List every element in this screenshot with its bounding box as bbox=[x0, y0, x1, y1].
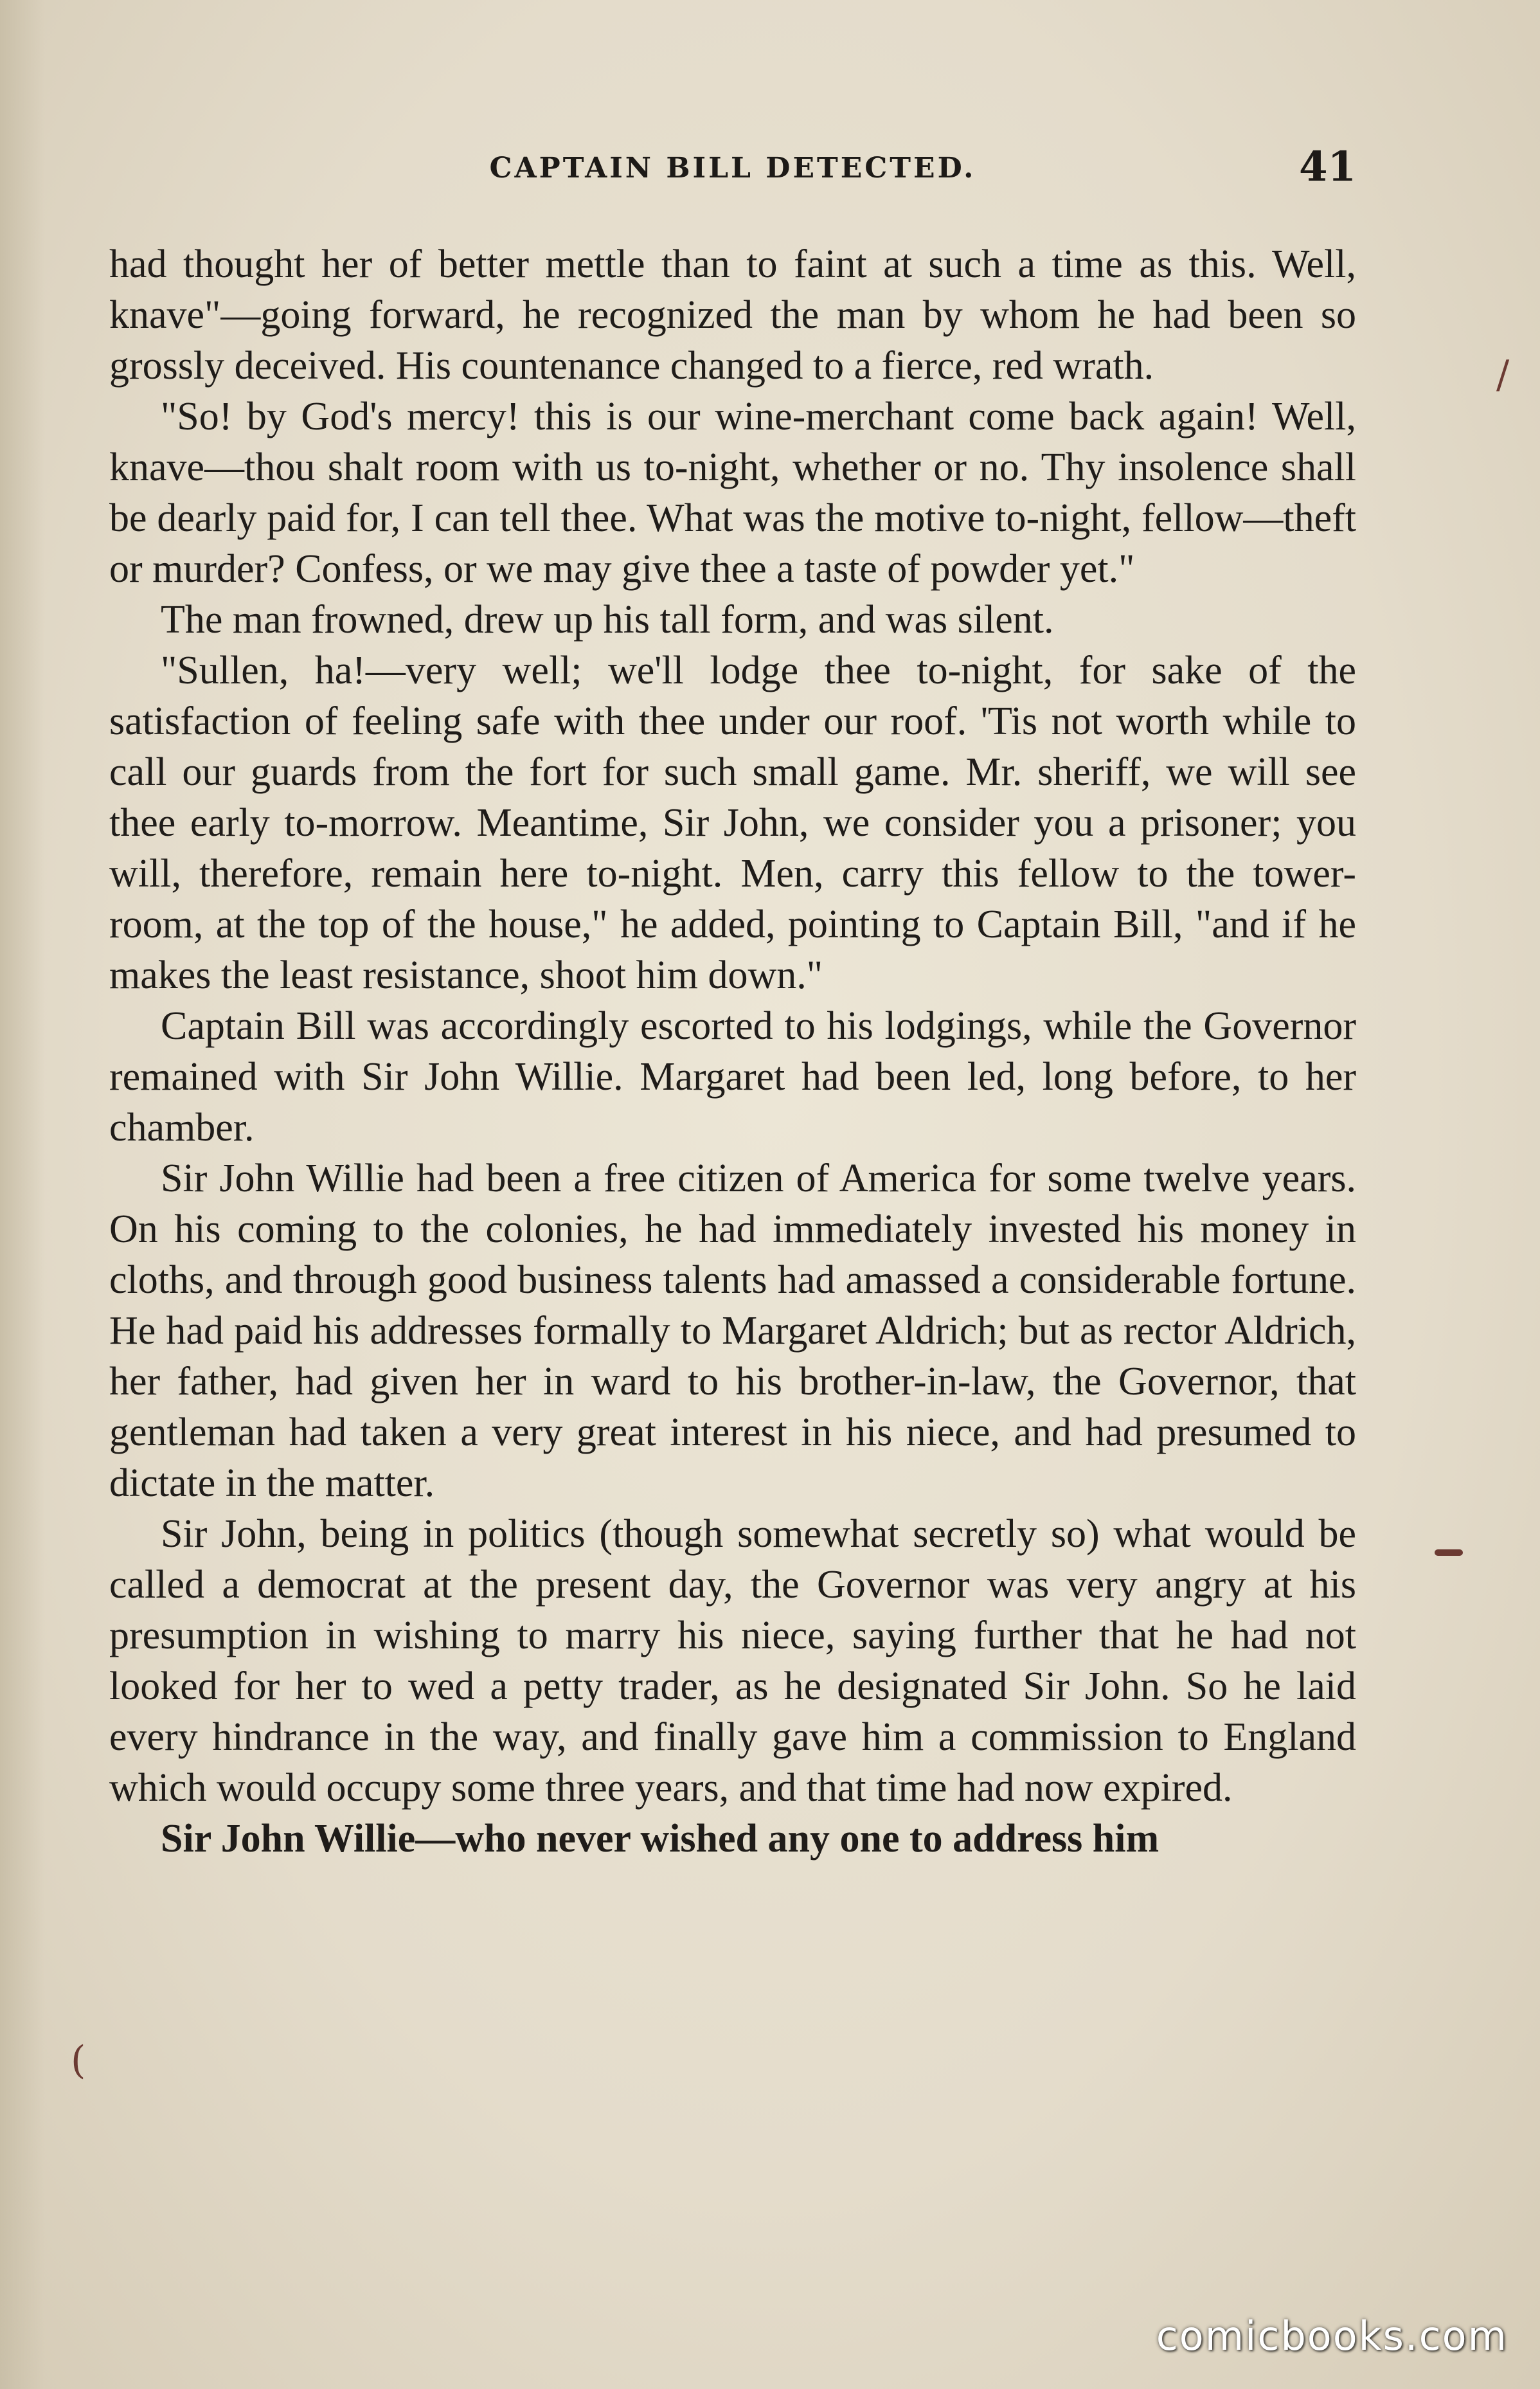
body-text bbox=[109, 239, 1356, 1864]
page-number: 41 bbox=[1298, 143, 1356, 191]
page-header bbox=[109, 143, 1356, 194]
paragraph: The man frowned, drew up his tall form, and was silent. bbox=[161, 598, 1054, 642]
watermark: comicbooks.com bbox=[1156, 2312, 1508, 2359]
margin-mark: / bbox=[1496, 352, 1510, 397]
paragraph: Sir John, being in politics (though somewhat secretly so) what would be called a democrat at the present day, the Governor was very angry at his presumption in wishing to marry his niece, saying further that he had not looked for her to wed a petty trader, as he designated Sir John. So he laid every hindrance in the way, and finally gave him a commission to England which would occupy some three years, and that time had now expired. bbox=[109, 1512, 1356, 1810]
margin-mark: ( bbox=[71, 2038, 86, 2083]
paragraph: "So! by God's mercy! this is our wine-merchant come back again! Well, knave—thou shalt room with us to-night, whether or no. Thy insolence shall be dearly paid for, I can tell thee. What was the motive to-night, fellow—theft or murder? Confess, or we may give thee a taste of powder yet." bbox=[109, 395, 1356, 591]
paragraph: Sir John Willie had been a free citizen of America for some twelve years. On his coming to the colonies, he had immediately invested his money in cloths, and through good business talents had amassed a considerable fortune. He had paid his addresses formally to Margaret Aldrich; but as rector Aldrich, her father, had given her in ward to his brother-in-law, the Governor, that gentleman had taken a very great interest in his niece, and had presumed to dictate in the matter. bbox=[109, 1157, 1356, 1505]
paragraph: had thought her of better mettle than to faint at such a time as this. Well, knave"—going forward, he recognized the man by whom he had been so grossly deceived. His countenance changed to a fierce, red wrath. bbox=[109, 242, 1356, 388]
running-title: CAPTAIN BILL DETECTED. bbox=[489, 152, 976, 185]
margin-mark bbox=[1435, 1549, 1463, 1556]
paragraph: Sir John Willie—who never wished any one to address him bbox=[161, 1817, 1159, 1861]
paragraph: "Sullen, ha!—very well; we'll lodge thee to-night, for sake of the satisfaction of feeling safe with thee under our roof. 'Tis not worth while to call our guards from the fort for such small game. Mr. sheriff, we will see thee early to-morrow. Meantime, Sir John, we consider you a prisoner; you will, therefore, remain here to-night. Men, carry this fellow to the tower-room, at the top of the house," he added, pointing to Captain Bill, "and if he makes the least resistance, shoot him down." bbox=[109, 649, 1356, 997]
paragraph: Captain Bill was accordingly escorted to his lodgings, while the Governor remained with Sir John Willie. Margaret had been led, long before, to her chamber. bbox=[109, 1004, 1356, 1149]
page-shadow bbox=[0, 0, 45, 2389]
